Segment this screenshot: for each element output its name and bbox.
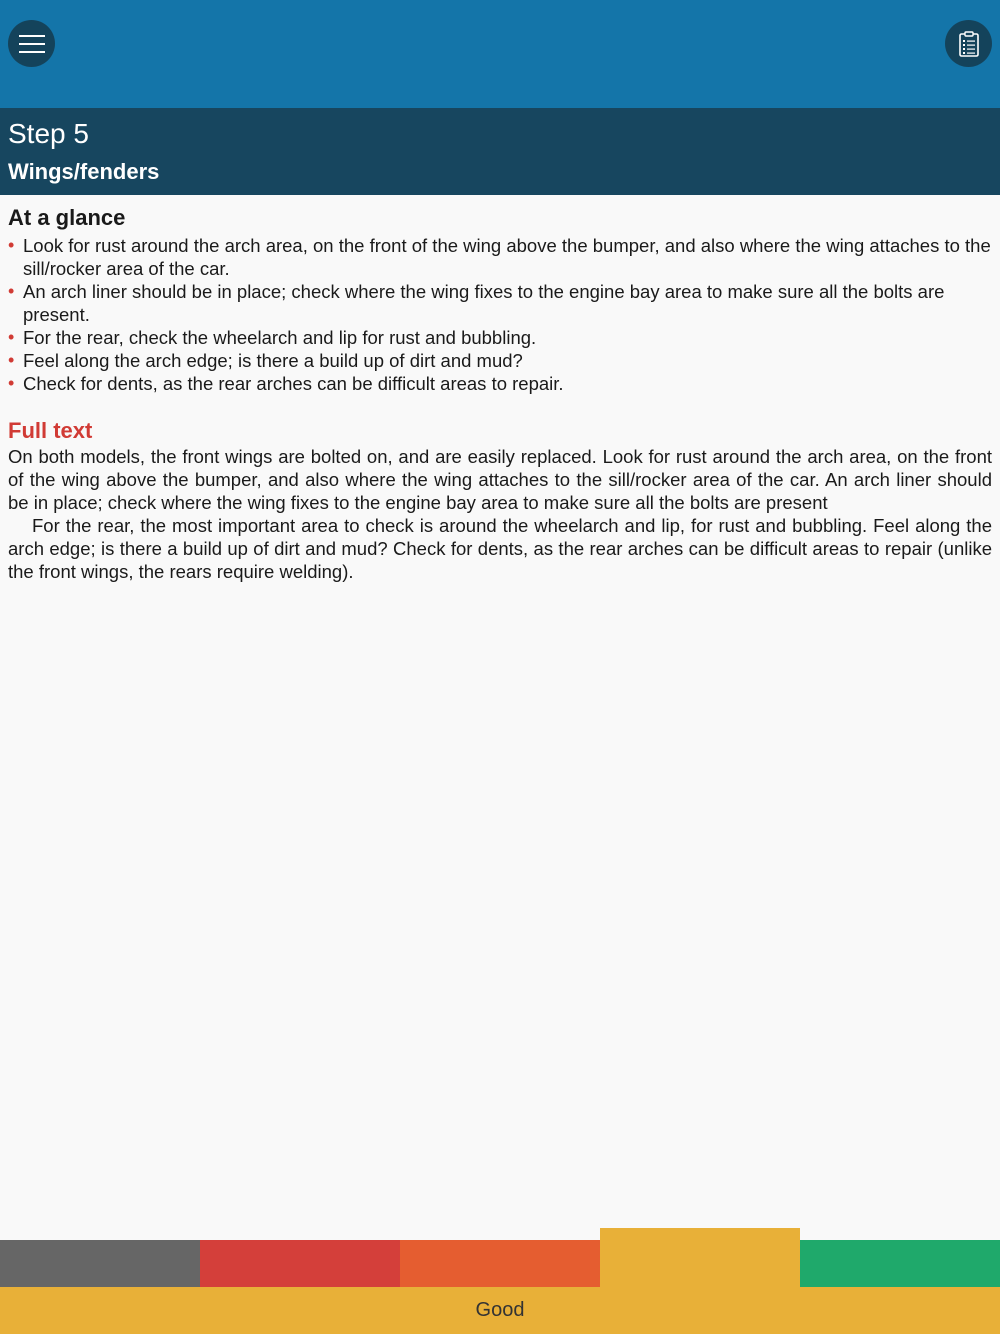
checklist-button[interactable] (945, 20, 992, 67)
glance-item-text: Check for dents, as the rear arches can be difficult areas to repair. (23, 373, 564, 394)
bullet-icon: • (8, 235, 15, 255)
list-item (8, 326, 992, 349)
menu-button[interactable] (8, 20, 55, 67)
rating-label-bar (0, 1287, 1000, 1334)
rating-option-2[interactable] (200, 1240, 400, 1287)
list-item (8, 234, 992, 280)
step-title: Step 5 (8, 118, 89, 149)
condition-rating-bar (0, 1228, 1000, 1334)
list-item (8, 349, 992, 372)
rating-option-4[interactable] (600, 1228, 800, 1287)
bullet-icon: • (8, 327, 15, 347)
glance-item-text: For the rear, check the wheelarch and lip for rust and bubbling. (23, 327, 537, 348)
glance-item-text: An arch liner should be in place; check where the wing fixes to the engine bay area to make sure all the bolts are present. (23, 281, 945, 325)
clipboard-checklist-icon (958, 31, 980, 57)
content-area (8, 204, 992, 583)
list-item (8, 280, 992, 326)
at-a-glance-heading: At a glance (8, 205, 126, 230)
hamburger-menu-icon (19, 33, 45, 55)
bullet-icon: • (8, 350, 15, 370)
glance-item-text: Look for rust around the arch area, on the front of the wing above the bumper, and also where the wing attaches to the sill/rocker area of the car. (23, 235, 991, 279)
bullet-icon: • (8, 281, 15, 301)
rating-selected-label: Good (475, 1299, 525, 1321)
rating-option-1[interactable] (0, 1240, 200, 1287)
list-item (8, 372, 992, 395)
full-text-paragraph: On both models, the front wings are bolted on, and are easily replaced. Look for rust around the arch area, on the front of the wing above the bumper, and also where the wing attaches to the sill/rocker area of the car. An arch liner should be in place; check where the wing fixes to the engine bay area to make sure all the bolts are present (8, 446, 992, 513)
rating-option-3[interactable] (400, 1240, 600, 1287)
top-bar (0, 0, 1000, 108)
step-subtitle: Wings/fenders (8, 159, 160, 184)
full-text-heading: Full text (8, 418, 93, 443)
step-header (0, 108, 1000, 195)
glance-item-text: Feel along the arch edge; is there a build up of dirt and mud? (23, 350, 523, 371)
glance-list (8, 234, 992, 395)
full-text-section (8, 417, 992, 583)
bullet-icon: • (8, 373, 15, 393)
rating-option-5[interactable] (800, 1240, 1000, 1287)
full-text-paragraph: For the rear, the most important area to check is around the wheelarch and lip, for rust and bubbling. Feel along the arch edge; is there a build up of dirt and mud? Check for dents, as the rear arches can be difficult areas to repair (unlike the front wings, the rears require welding). (8, 515, 992, 582)
